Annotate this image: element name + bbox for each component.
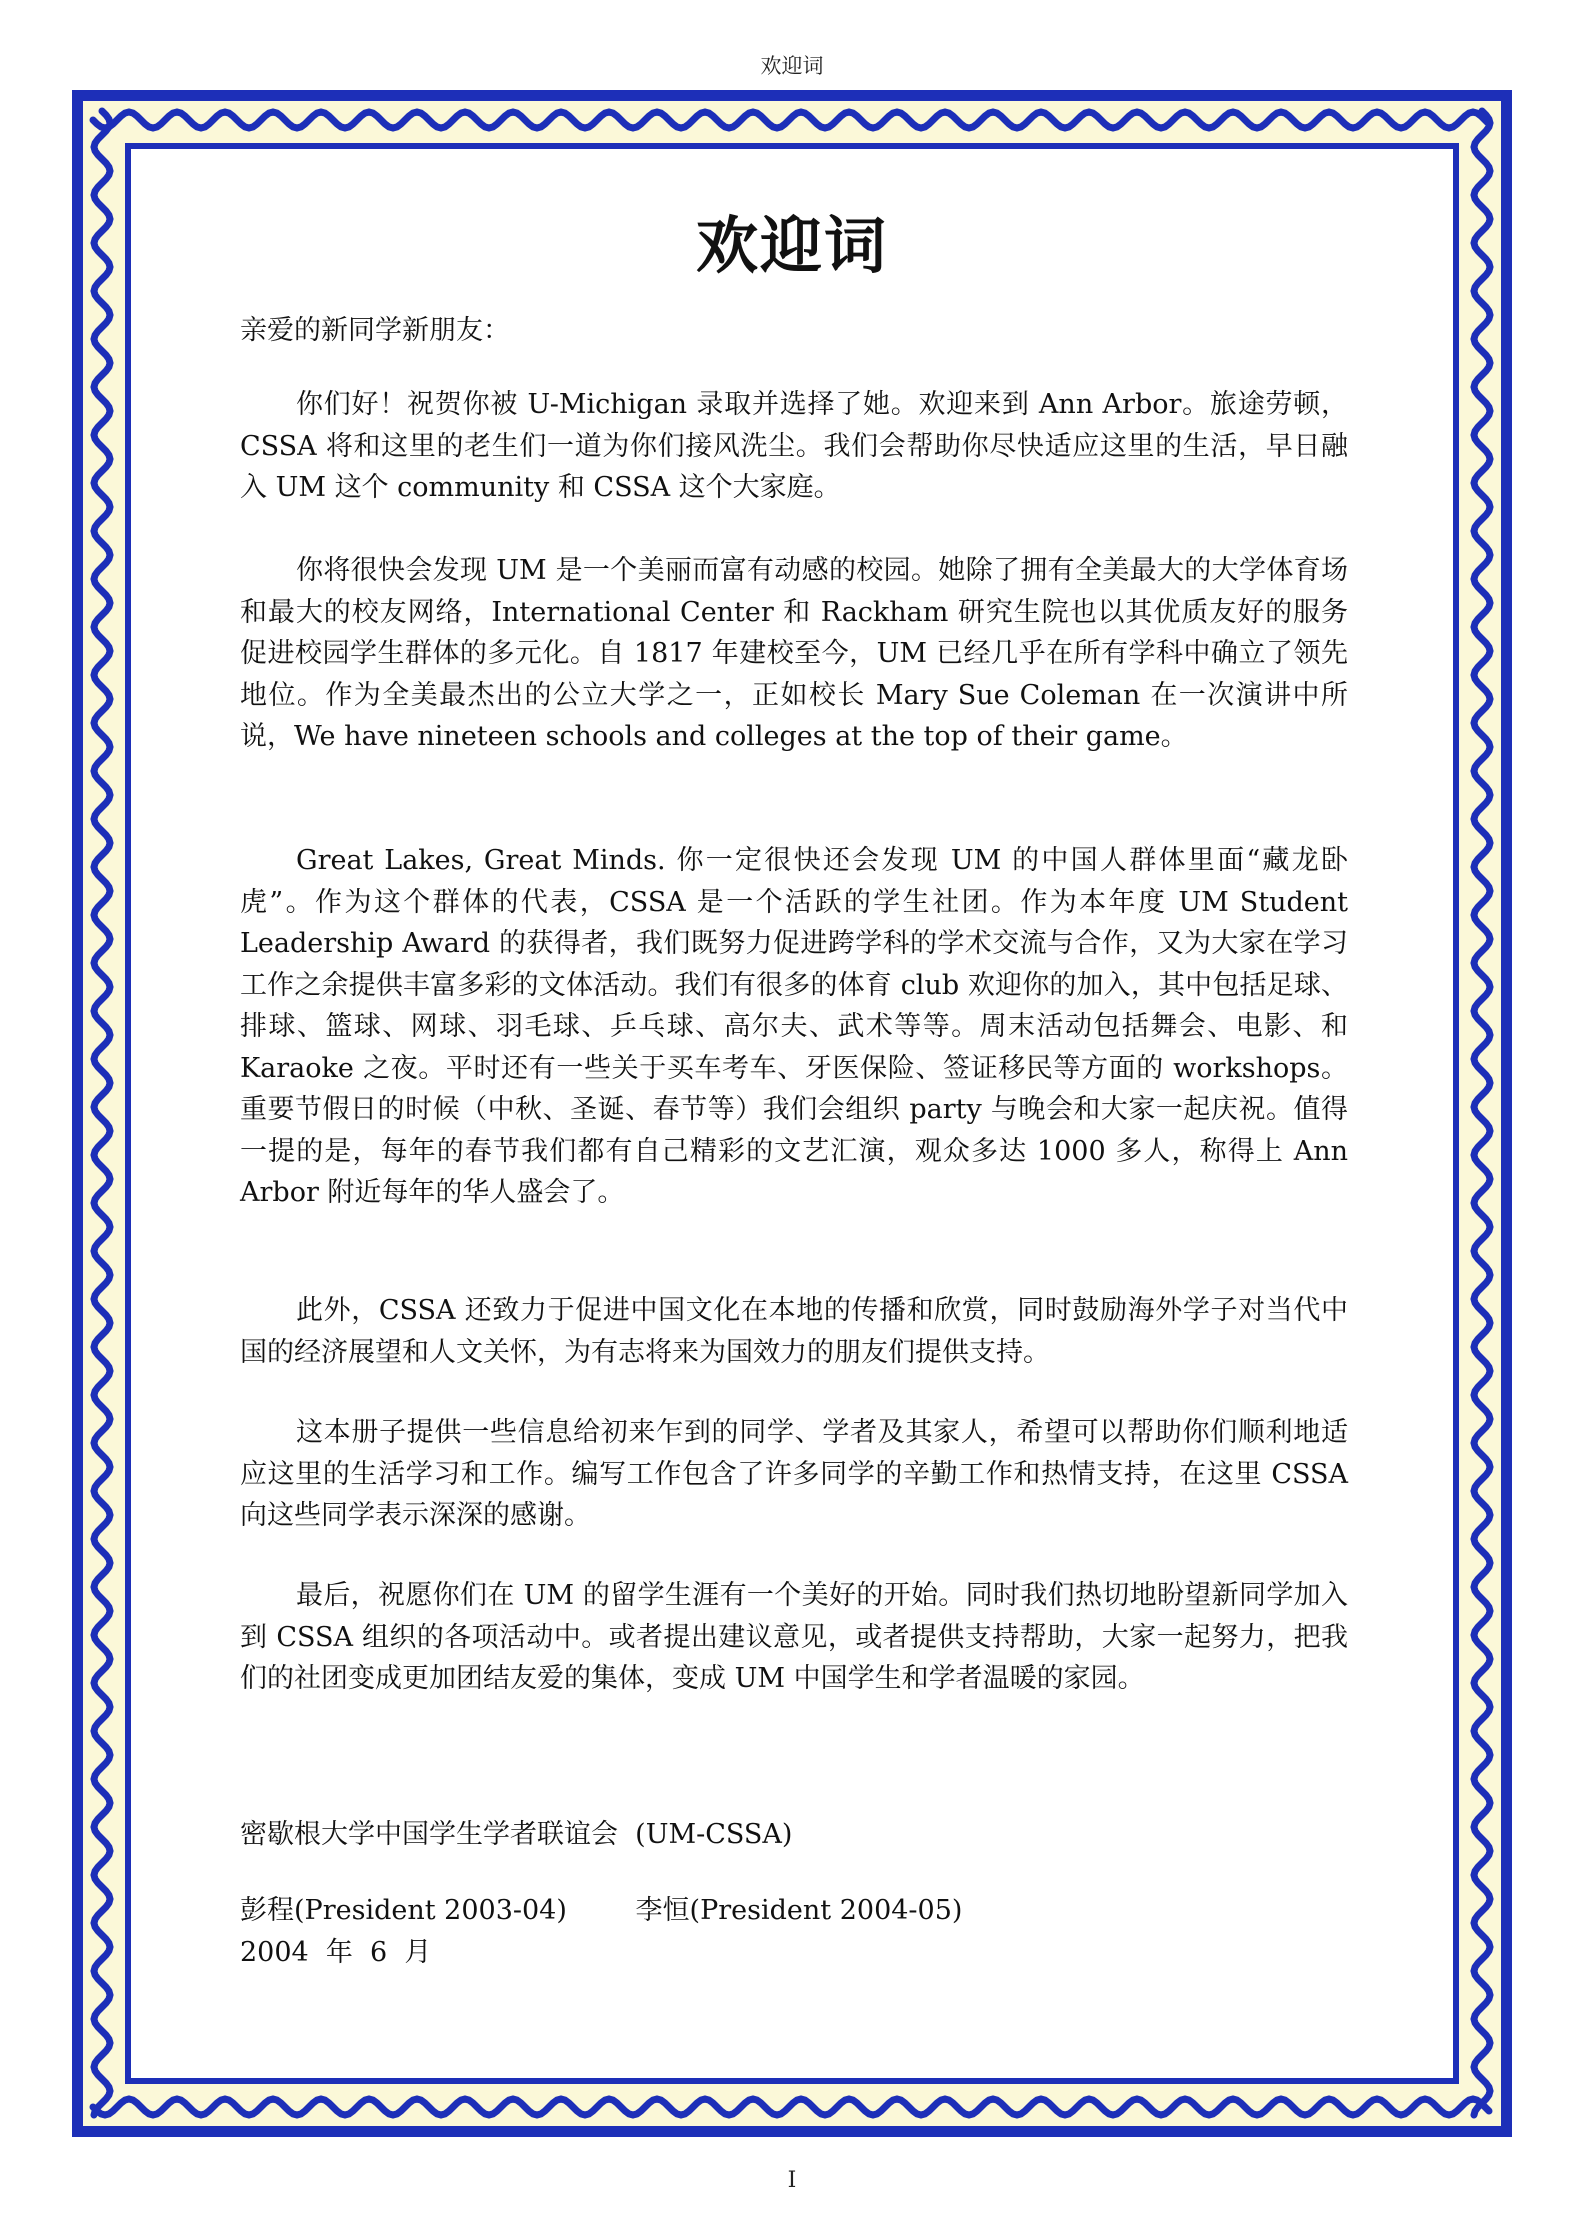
wave-stroke [93,112,1489,128]
wave-stroke [94,111,110,2115]
document-title: 欢迎词 [695,209,888,282]
wave-stroke [93,2099,1489,2115]
paragraph-3: Great Lakes, Great Minds. 你一定很快还会发现 UM 的中国人群体里面“藏龙卧虎”。作为这个群体的代表，CSSA 是一个活跃的学生社团。作为本年度 UM Student Leadership Award 的获得者，我们既努力促进跨学科的学术交流与合作，又为大家在学习工作之余提供丰富多彩的文体活动。我们有很多的体育 club 欢迎你的加入，其中包括足球、排球、篮球、网球、羽毛球、乒乓球、高尔夫、武术等等。周末活动包括舞会、电影、和 Karaoke 之夜。平时还有一些关于买车考车、牙医保险、签证移民等方面的 workshops。重要节假日的时候（中秋、圣诞、春节等）我们会组织 party 与晚会和大家一起庆祝。值得一提的是，每年的春节我们都有自己精彩的文艺汇演，观众多达 1000 多人，称得上 Ann Arbor 附近每年的华人盛会了。 [240,845,1348,1208]
paragraph-4: 此外，CSSA 还致力于促进中国文化在本地的传播和欣赏，同时鼓励海外学子对当代中国的经济展望和人文关怀，为有志将来为国效力的朋友们提供支持。 [240,1295,1348,1368]
running-header: 欢迎词 [760,54,824,78]
paragraph-1: 你们好！祝贺你被 U-Michigan 录取并选择了她。欢迎来到 Ann Arbor。旅途劳顿，CSSA 将和这里的老生们一道为你们接风洗尘。我们会帮助你尽快适应这里的生活，早日融入 UM 这个 community 和 CSSA 这个大家庭。 [240,389,1348,503]
signature-presidents: 彭程(President 2003-04) 李恒(President 2004-05) [240,1895,963,1926]
wave-stroke [1474,111,1490,2115]
page-number: I [787,2168,797,2193]
paragraph-6: 最后，祝愿你们在 UM 的留学生涯有一个美好的开始。同时我们热切地盼望新同学加入到 CSSA 组织的各项活动中。或者提出建议意见，或者提供支持帮助，大家一起努力，把我们的社团变成更加团结友爱的集体，变成 UM 中国学生和学者温暖的家园。 [240,1580,1348,1694]
paragraph-5: 这本册子提供一些信息给初来乍到的同学、学者及其家人，希望可以帮助你们顺利地适应这里的生活学习和工作。编写工作包含了许多同学的辛勤工作和热情支持，在这里 CSSA 向这些同学表示深深的感谢。 [240,1417,1348,1531]
signature-organization: 密歇根大学中国学生学者联谊会 (UM-CSSA) [240,1819,793,1850]
paragraph-2: 你将很快会发现 UM 是一个美丽而富有动感的校园。她除了拥有全美最大的大学体育场和最大的校友网络，International Center 和 Rackham 研究生院也以其优质友好的服务促进校园学生群体的多元化。自 1817 年建校至今，UM 已经几乎在所有学科中确立了领先地位。作为全美最杰出的公立大学之一，正如校长 Mary Sue Coleman 在一次演讲中所说，We have nineteen schools and colleges at the top of their game。 [240,555,1348,752]
salutation: 亲爱的新同学新朋友： [240,315,510,346]
signature-date: 2004 年 6 月 [240,1937,432,1968]
